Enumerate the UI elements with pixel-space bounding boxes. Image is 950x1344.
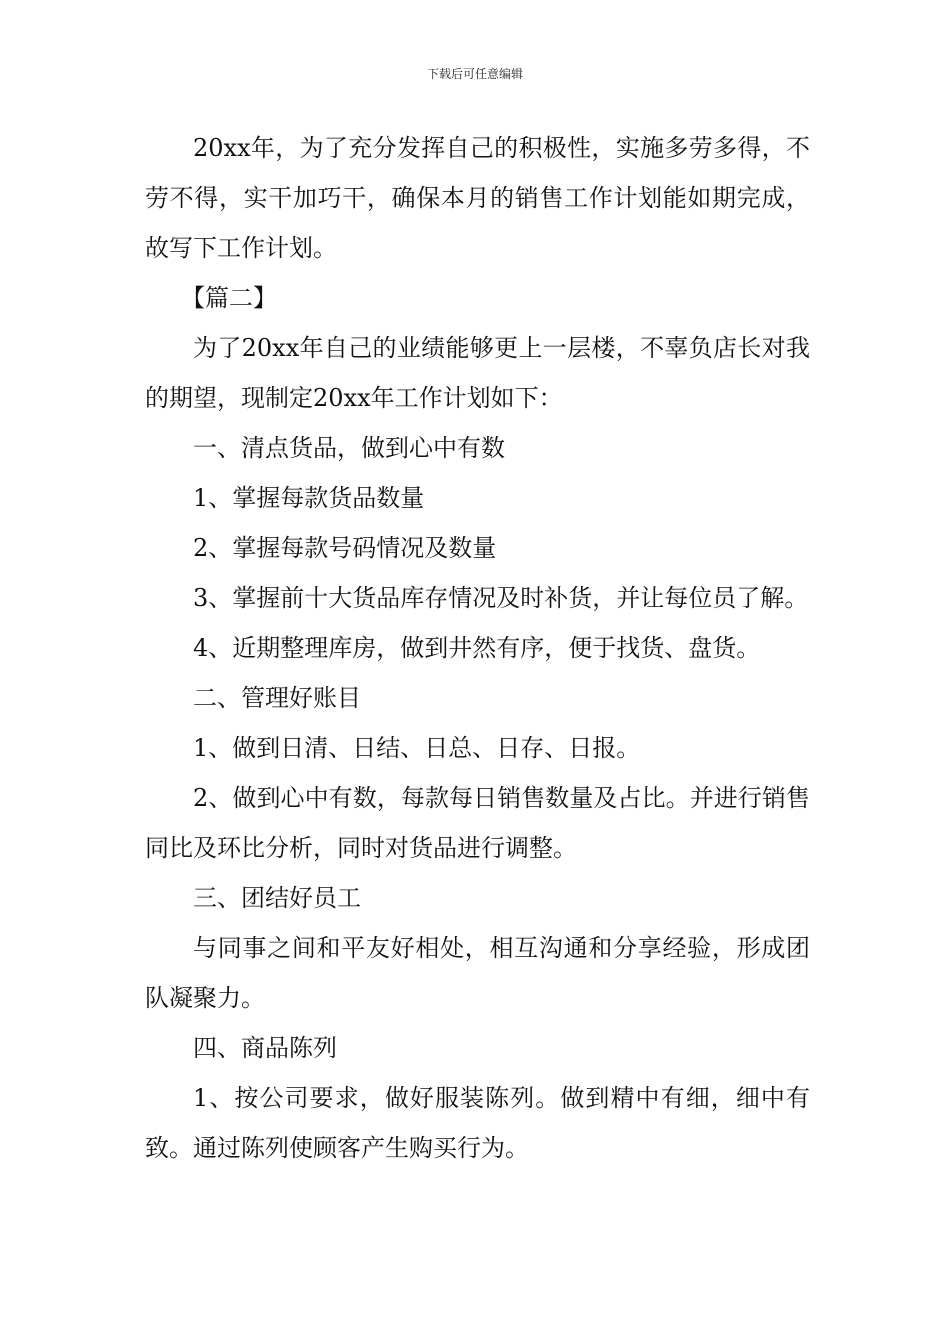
paragraph-teamwork: 与同事之间和平友好相处，相互沟通和分享经验，形成团队凝聚力。: [145, 934, 810, 1012]
document-body: [145, 123, 810, 1173]
list-item: 2、做到心中有数，每款每日销售数量及占比。并进行销售同比及环比分析，同时对货品进行调整。: [145, 784, 810, 862]
section-heading-2: 二、管理好账目: [193, 684, 361, 712]
list-item: 4、近期整理库房，做到井然有序，便于找货、盘货。: [193, 634, 761, 662]
section-heading-part-two: 【篇二】: [181, 284, 277, 312]
page-header-note: 下载后可任意编辑: [426, 67, 523, 81]
section-heading-4: 四、商品陈列: [193, 1034, 337, 1062]
list-item: 1、按公司要求，做好服装陈列。做到精中有细，细中有致。通过陈列使顾客产生购买行为。: [145, 1084, 810, 1162]
paragraph-plan-intro: 为了20xx年自己的业绩能够更上一层楼，不辜负店长对我的期望，现制定20xx年工作计划如下：: [145, 334, 810, 412]
section-heading-1: 一、清点货品，做到心中有数: [193, 434, 505, 462]
list-item: 2、掌握每款号码情况及数量: [193, 534, 497, 562]
list-item: 1、掌握每款货品数量: [193, 484, 425, 512]
list-item: 1、做到日清、日结、日总、日存、日报。: [193, 734, 641, 762]
section-heading-3: 三、团结好员工: [193, 884, 361, 912]
list-item: 3、掌握前十大货品库存情况及时补货，并让每位员了解。: [193, 584, 809, 612]
paragraph-intro: 20xx年，为了充分发挥自己的积极性，实施多劳多得，不劳不得，实干加巧干，确保本月的销售工作计划能如期完成，故写下工作计划。: [145, 134, 810, 262]
